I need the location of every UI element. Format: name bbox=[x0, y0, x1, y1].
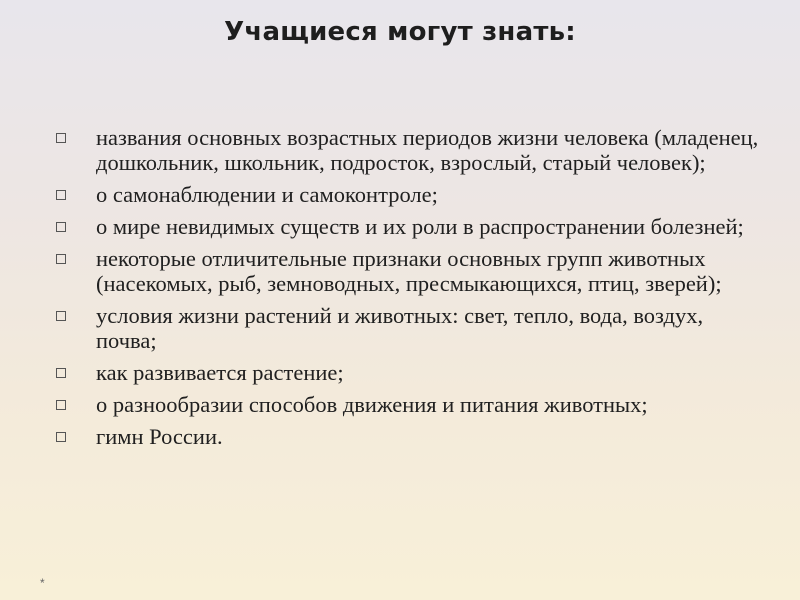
bullet-item bbox=[0, 125, 800, 175]
bullet-item bbox=[0, 246, 800, 296]
bullet-item bbox=[0, 214, 800, 239]
bullet-text: о мире невидимых существ и их роли в распространении болезней; bbox=[96, 214, 744, 239]
bullet-item bbox=[0, 182, 800, 207]
hollow-square-icon bbox=[56, 432, 66, 442]
bullet-text: условия жизни растений и животных: свет, тепло, вода, воздух, почва; bbox=[96, 303, 704, 353]
bullet-list bbox=[0, 125, 800, 456]
bullet-item bbox=[0, 392, 800, 417]
hollow-square-icon bbox=[56, 190, 66, 200]
bullet-text: некоторые отличительные признаки основных групп животных (насекомых, рыб, земноводных, пресмыкающихся, птиц, зверей); bbox=[96, 246, 722, 296]
hollow-square-icon bbox=[56, 133, 66, 143]
hollow-square-icon bbox=[56, 400, 66, 410]
footer-mark: * bbox=[40, 576, 45, 590]
bullet-text: гимн России. bbox=[96, 424, 223, 449]
hollow-square-icon bbox=[56, 368, 66, 378]
hollow-square-icon bbox=[56, 311, 66, 321]
bullet-text: как развивается растение; bbox=[96, 360, 344, 385]
bullet-text: о самонаблюдении и самоконтроле; bbox=[96, 182, 438, 207]
bullet-text: названия основных возрастных периодов жизни человека (младенец, дошкольник, школьник, подросток, взрослый, старый человек); bbox=[96, 125, 759, 175]
slide-title: Учащиеся могут знать: bbox=[224, 17, 576, 47]
bullet-item bbox=[0, 424, 800, 449]
bullet-text: о разнообразии способов движения и питания животных; bbox=[96, 392, 648, 417]
bullet-item bbox=[0, 303, 800, 353]
bullet-item bbox=[0, 360, 800, 385]
hollow-square-icon bbox=[56, 254, 66, 264]
hollow-square-icon bbox=[56, 222, 66, 232]
